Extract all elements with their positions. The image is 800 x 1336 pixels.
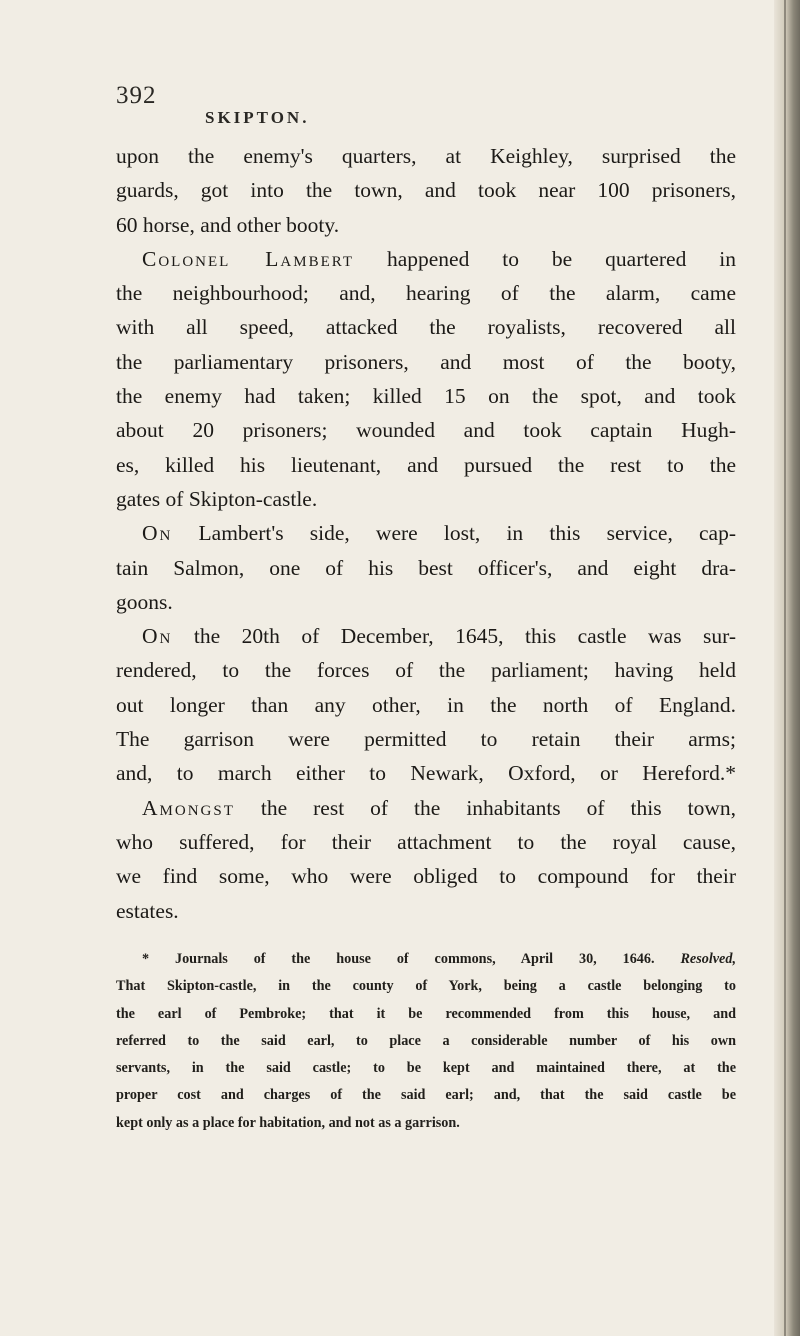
text-line: out longer than any other, in the north of England.: [116, 692, 736, 717]
text-line: estates.: [116, 898, 179, 923]
text-line: 60 horse, and other booty.: [116, 212, 340, 237]
text-line: tain Salmon, one of his best officer's, and eight dra-: [116, 555, 736, 580]
footnote-lead: * Journals of the house of commons, April 30, 1646.: [142, 951, 681, 967]
text-line: [116, 791, 736, 825]
running-head: SKIPTON.: [205, 108, 310, 127]
footnote-resolved: Resolved,: [680, 951, 736, 967]
line-rest: happened to be quartered in: [354, 246, 736, 271]
footnote-line: [116, 946, 736, 973]
page-header: [116, 82, 736, 127]
page-number: 392: [116, 82, 157, 109]
text-line: [116, 516, 736, 550]
text-line: The garrison were permitted to retain their arms;: [116, 727, 736, 752]
text-line: with all speed, attacked the royalists, recovered all: [116, 315, 736, 340]
footnote-line: servants, in the said castle; to be kept and maintained there, at the: [116, 1060, 736, 1077]
text-line: who suffered, for their attachment to the royal cause,: [116, 829, 736, 854]
text-line: the enemy had taken; killed 15 on the spot, and took: [116, 384, 736, 409]
line-rest: the 20th of December, 1645, this castle was sur-: [172, 624, 736, 649]
line-rest: Lambert's side, were lost, in this service, cap-: [172, 521, 736, 546]
text-line: guards, got into the town, and took near 100 prisoners,: [116, 178, 736, 203]
footnote-line: referred to the said earl, to place a considerable number of his own: [116, 1032, 736, 1049]
text-line: the neighbourhood; and, hearing of the alarm, came: [116, 281, 736, 306]
small-caps-lead: On: [142, 521, 173, 546]
footnote-line: kept only as a place for habitation, and not as a garrison.: [116, 1114, 460, 1131]
small-caps-lead: Colonel Lambert: [142, 246, 355, 271]
text-line: goons.: [116, 589, 173, 614]
text-line: [116, 242, 736, 276]
footnote-line: proper cost and charges of the said earl; and, that the said castle be: [116, 1087, 736, 1104]
text-line: we find some, who were obliged to compound for their: [116, 864, 736, 889]
small-caps-lead: Amongst: [142, 795, 235, 820]
text-line: gates of Skipton-castle.: [116, 486, 318, 511]
footnote: [116, 946, 736, 1137]
footnote-line: the earl of Pembroke; that it be recommended from this house, and: [116, 1005, 736, 1022]
line-rest: the rest of the inhabitants of this town,: [234, 795, 736, 820]
small-caps-lead: On: [142, 624, 173, 649]
text-line: upon the enemy's quarters, at Keighley, surprised the: [116, 144, 736, 168]
footnote-line: That Skipton-castle, in the county of York, being a castle belonging to: [116, 978, 736, 995]
page-edge-line: [784, 0, 786, 1336]
text-line: the parliamentary prisoners, and most of the booty,: [116, 349, 736, 374]
page-edge-shadow: [774, 0, 800, 1336]
text-line: and, to march either to Newark, Oxford, or Hereford.*: [116, 761, 736, 786]
text-line: rendered, to the forces of the parliament; having held: [116, 658, 736, 683]
text-line: about 20 prisoners; wounded and took captain Hugh-: [116, 418, 736, 443]
body-text: [116, 139, 736, 928]
text-line: [116, 619, 736, 653]
text-line: es, killed his lieutenant, and pursued the rest to the: [116, 452, 736, 477]
